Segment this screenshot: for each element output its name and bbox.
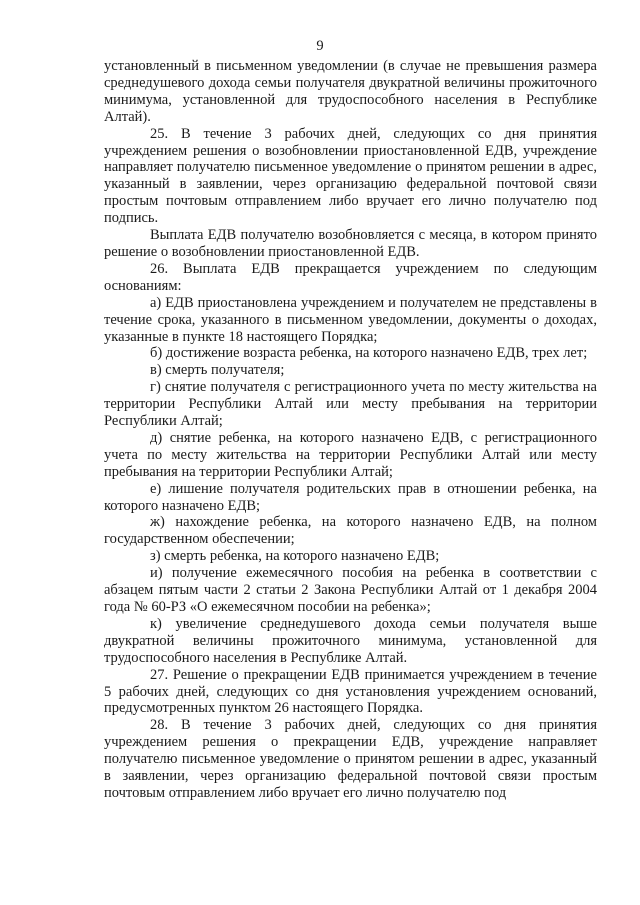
paragraph-item-26: 26. Выплата ЕДВ прекращается учреждением по следующим основаниям: bbox=[104, 260, 597, 294]
list-item-g: г) снятие получателя с регистрационного учета по месту жительства на территории Республики Алтай или месту пребывания на территории Республики Алтай; bbox=[104, 379, 597, 430]
page-number: 9 bbox=[316, 38, 324, 54]
paragraph-continuation: установленный в письменном уведомлении (в случае не превышения размера среднедушевого дохода семьи получателя двукратной величины прожиточного минимума, установленной для трудоспособного населения в Республике Алтай). bbox=[104, 58, 597, 125]
list-item-z: з) смерть ребенка, на которого назначено ЕДВ; bbox=[150, 548, 440, 565]
paragraph-item-25: 25. В течение 3 рабочих дней, следующих со дня принятия учреждением решения о возобновлении приостановленной ЕДВ, учреждение направляет получателю письменное уведомление о принятом решении в адрес, указанный в заявлении, через организацию федеральной почтовой связи простым почтовым отправлением либо вручает его лично получателю под подпись. bbox=[104, 125, 597, 227]
paragraph-resumption: Выплата ЕДВ получателю возобновляется с месяца, в котором принято решение о возобновлении приостановленной ЕДВ. bbox=[104, 227, 597, 260]
list-item-d: д) снятие ребенка, на которого назначено ЕДВ, с регистрационного учета по месту жительства на территории Республики Алтай или месту пребывания на территории Республики Алтай; bbox=[104, 429, 597, 480]
document-body bbox=[104, 58, 597, 802]
list-item-b: б) достижение возраста ребенка, на которого назначено ЕДВ, трех лет; bbox=[150, 345, 588, 362]
list-item-a: а) ЕДВ приостановлена учреждением и получателем не представлены в течение срока, указанного в письменном уведомлении, документы о доходах, указанные в пункте 18 настоящего Порядка; bbox=[104, 294, 597, 345]
list-item-k: к) увеличение среднедушевого дохода семьи получателя выше двукратной величины прожиточного минимума, установленной для трудоспособного населения в Республике Алтай. bbox=[104, 615, 597, 666]
list-item-zh: ж) нахождение ребенка, на которого назначено ЕДВ, на полном государственном обеспечении; bbox=[104, 514, 597, 548]
list-item-i: и) получение ежемесячного пособия на ребенка в соответствии с абзацем пятым части 2 статьи 2 Закона Республики Алтай от 1 декабря 2004 года № 60-РЗ «О ежемесячном пособии на ребенка»; bbox=[104, 565, 597, 615]
list-item-v: в) смерть получателя; bbox=[150, 362, 285, 379]
list-item-e: е) лишение получателя родительских прав в отношении ребенка, на которого назначено ЕДВ; bbox=[104, 480, 597, 514]
paragraph-item-27: 27. Решение о прекращении ЕДВ принимается учреждением в течение 5 рабочих дней, следующих со дня установления учреждением оснований, предусмотренных пунктом 26 настоящего Порядка. bbox=[104, 666, 597, 717]
paragraph-item-28: 28. В течение 3 рабочих дней, следующих со дня принятия учреждением решения о прекращении ЕДВ, учреждение направляет получателю письменное уведомление о принятом решении в адрес, указанный в заявлении, через организацию федеральной почтовой связи простым почтовым отправлением либо вручает его лично получателю под bbox=[104, 717, 597, 801]
